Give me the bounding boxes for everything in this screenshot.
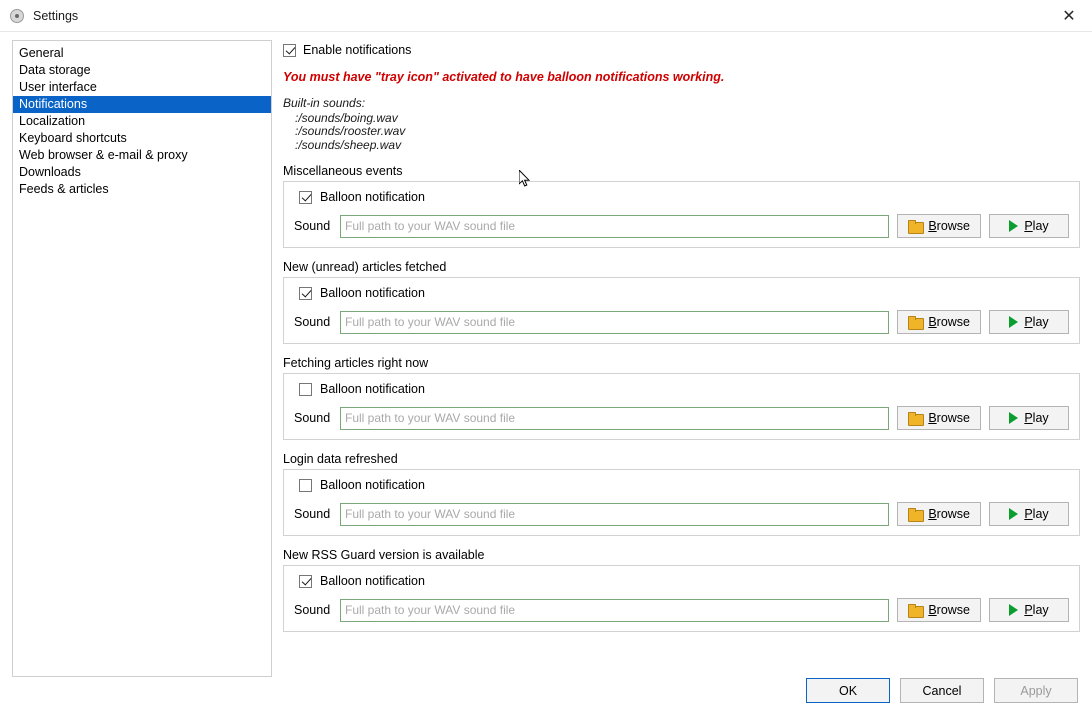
browse-button[interactable]: Browse [897, 502, 981, 526]
balloon-notification-checkbox[interactable] [299, 191, 312, 204]
sound-path-input[interactable] [340, 503, 889, 526]
browse-button[interactable]: Browse [897, 598, 981, 622]
window-title: Settings [33, 8, 79, 23]
balloon-notification-label: Balloon notification [320, 382, 425, 396]
balloon-notification-label: Balloon notification [320, 574, 425, 588]
play-button[interactable]: Play [989, 310, 1069, 334]
sound-label: Sound [294, 507, 331, 521]
cancel-button[interactable]: Cancel [900, 678, 984, 703]
sidebar-item-feeds-articles[interactable]: Feeds & articles [19, 182, 109, 196]
browse-button[interactable]: Browse [897, 406, 981, 430]
sidebar-item-localization[interactable]: Localization [19, 114, 86, 128]
sound-label: Sound [294, 315, 331, 329]
folder-icon [908, 221, 922, 232]
group-title: Miscellaneous events [283, 164, 403, 178]
balloon-row[interactable] [294, 478, 1069, 492]
group-box [283, 565, 1080, 632]
sound-row [294, 598, 1069, 622]
balloon-notification-checkbox[interactable] [299, 287, 312, 300]
group-box [283, 277, 1080, 344]
sidebar-item-web-browser-email-proxy[interactable]: Web browser & e-mail & proxy [19, 148, 188, 162]
play-icon [1009, 508, 1018, 520]
settings-body [0, 32, 1092, 677]
play-icon [1009, 412, 1018, 424]
sound-label: Sound [294, 219, 331, 233]
sidebar-item-data-storage[interactable]: Data storage [19, 63, 91, 77]
sound-path-input[interactable] [340, 311, 889, 334]
ok-button[interactable]: OK [806, 678, 890, 703]
group-box [283, 373, 1080, 440]
balloon-row[interactable] [294, 382, 1069, 396]
group-new-unread-articles-fetched [283, 260, 1080, 344]
sidebar-item-user-interface[interactable]: User interface [19, 80, 97, 94]
balloon-row[interactable] [294, 190, 1069, 204]
sound-label: Sound [294, 603, 331, 617]
group-box [283, 181, 1080, 248]
play-button[interactable]: Play [989, 214, 1069, 238]
balloon-notification-label: Balloon notification [320, 286, 425, 300]
sound-row [294, 406, 1069, 430]
tray-icon-warning: You must have "tray icon" activated to have balloon notifications working. [283, 70, 725, 84]
balloon-notification-label: Balloon notification [320, 478, 425, 492]
sound-label: Sound [294, 411, 331, 425]
settings-category-list[interactable] [12, 40, 272, 677]
folder-icon [908, 413, 922, 424]
browse-button[interactable]: Browse [897, 310, 981, 334]
group-title: New RSS Guard version is available [283, 548, 485, 562]
play-button[interactable]: Play [989, 502, 1069, 526]
settings-gear-icon [10, 9, 24, 23]
play-button-label-rest: lay [1032, 219, 1049, 233]
balloon-notification-checkbox[interactable] [299, 575, 312, 588]
sidebar-item-notifications[interactable]: Notifications [13, 96, 271, 113]
balloon-notification-label: Balloon notification [320, 190, 425, 204]
apply-button[interactable]: Apply [994, 678, 1078, 703]
group-title: New (unread) articles fetched [283, 260, 447, 274]
play-icon [1009, 604, 1018, 616]
builtin-sound-path-rooster: :/sounds/rooster.wav [295, 124, 406, 138]
play-icon [1009, 316, 1018, 328]
enable-notifications-label: Enable notifications [303, 43, 412, 57]
sound-path-input[interactable] [340, 215, 889, 238]
sidebar-item-keyboard-shortcuts[interactable]: Keyboard shortcuts [19, 131, 127, 145]
play-button[interactable]: Play [989, 406, 1069, 430]
browse-button-label-rest: rowse [936, 219, 970, 233]
group-new-rss-guard-version-available [283, 548, 1080, 632]
play-icon [1009, 220, 1018, 232]
folder-icon [908, 605, 922, 616]
balloon-row[interactable] [294, 574, 1069, 588]
browse-button[interactable]: Browse [897, 214, 981, 238]
builtin-sound-path-boing: :/sounds/boing.wav [295, 110, 398, 125]
group-box [283, 469, 1080, 536]
sound-row [294, 214, 1069, 238]
enable-notifications-checkbox[interactable] [283, 44, 296, 57]
notifications-panel [283, 40, 1080, 677]
sound-row [294, 310, 1069, 334]
enable-notifications-row[interactable] [283, 43, 1080, 57]
dialog-footer [0, 677, 1092, 712]
sidebar-item-general[interactable]: General [19, 46, 64, 60]
sound-path-input[interactable] [340, 599, 889, 622]
group-fetching-articles-right-now [283, 356, 1080, 440]
close-icon[interactable]: ✕ [1062, 5, 1076, 25]
builtin-sounds-heading: Built-in sounds: [283, 96, 366, 110]
group-login-data-refreshed [283, 452, 1080, 536]
group-miscellaneous-events [283, 164, 1080, 248]
group-title: Login data refreshed [283, 452, 398, 466]
play-button[interactable]: Play [989, 598, 1069, 622]
folder-icon [908, 509, 922, 520]
folder-icon [908, 317, 922, 328]
sidebar-item-downloads[interactable]: Downloads [19, 165, 81, 179]
balloon-notification-checkbox[interactable] [299, 383, 312, 396]
builtin-sound-path-sheep: :/sounds/sheep.wav [295, 137, 402, 152]
sound-row [294, 502, 1069, 526]
group-title: Fetching articles right now [283, 356, 429, 370]
title-bar [0, 0, 1092, 32]
balloon-row[interactable] [294, 286, 1069, 300]
balloon-notification-checkbox[interactable] [299, 479, 312, 492]
sound-path-input[interactable] [340, 407, 889, 430]
builtin-sounds-block [283, 97, 1080, 152]
